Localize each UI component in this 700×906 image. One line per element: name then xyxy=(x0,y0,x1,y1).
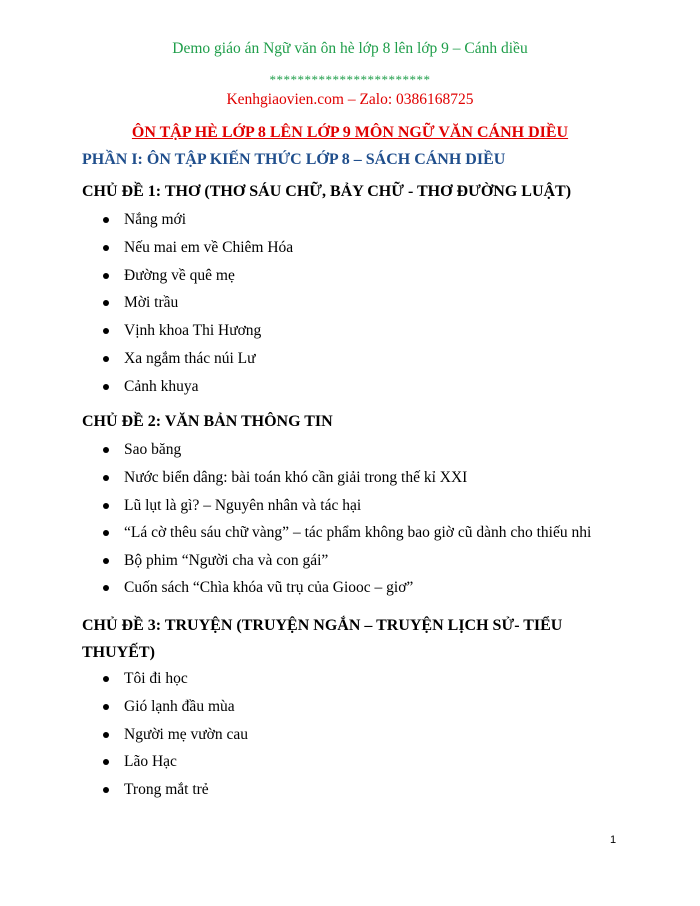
list-item-text: Cuốn sách “Chìa khóa vũ trụ của Giooc – giơ” xyxy=(124,579,414,596)
list-item xyxy=(103,781,209,799)
list-item-text: Nắng mới xyxy=(124,211,187,228)
bullet-icon xyxy=(103,787,109,793)
list-item-text: Người mẹ vườn cau xyxy=(124,726,249,743)
list-item xyxy=(103,322,261,340)
topic-3-title: CHỦ ĐỀ 3: TRUYỆN (TRUYỆN NGẮN – TRUYỆN LỊCH SỬ- TIỂU THUYẾT) xyxy=(82,617,563,661)
bullet-icon xyxy=(103,217,109,223)
bullet-icon xyxy=(103,759,109,765)
topic-2-title: CHỦ ĐỀ 2: VĂN BẢN THÔNG TIN xyxy=(82,413,333,430)
list-item xyxy=(103,698,235,716)
list-item-text: Mời trầu xyxy=(124,294,179,311)
list-item xyxy=(103,378,198,396)
bullet-icon xyxy=(103,704,109,710)
list-item-text: Nếu mai em về Chiêm Hóa xyxy=(124,239,294,256)
list-item xyxy=(103,350,256,368)
list-item xyxy=(103,239,293,257)
list-item xyxy=(103,726,248,744)
list-item-text: Lũ lụt là gì? – Nguyên nhân và tác hại xyxy=(124,497,362,514)
list-item-text: Sao băng xyxy=(124,441,182,458)
bullet-icon xyxy=(103,503,109,509)
list-item xyxy=(103,497,361,515)
header-title: Demo giáo án Ngữ văn ôn hè lớp 8 lên lớp 9 – Cánh diều xyxy=(172,40,528,57)
list-item-text: Đường về quê mẹ xyxy=(124,267,235,284)
list-item xyxy=(103,441,181,459)
list-item-text: Gió lạnh đầu mùa xyxy=(124,698,235,715)
list-item xyxy=(103,524,591,542)
list-item xyxy=(103,294,178,312)
list-item xyxy=(103,267,235,285)
topic-1-title: CHỦ ĐỀ 1: THƠ (THƠ SÁU CHỮ, BẢY CHỮ - THƠ ĐƯỜNG LUẬT) xyxy=(82,183,572,200)
list-item xyxy=(103,211,186,229)
list-item xyxy=(103,753,177,771)
main-title: ÔN TẬP HÈ LỚP 8 LÊN LỚP 9 MÔN NGỮ VĂN CÁNH DIỀU xyxy=(131,124,569,141)
header-site: Kenhgiaovien.com – Zalo: 0386168725 xyxy=(226,91,474,108)
list-item-text: Vịnh khoa Thi Hương xyxy=(124,322,262,339)
bullet-icon xyxy=(103,676,109,682)
list-item-text: Xa ngắm thác núi Lư xyxy=(124,350,256,367)
bullet-icon xyxy=(103,585,109,591)
list-item-text: Tôi đi học xyxy=(124,670,188,687)
list-item xyxy=(103,552,328,570)
bullet-icon xyxy=(103,530,109,536)
list-item-text: Bộ phim “Người cha và con gái” xyxy=(124,552,329,569)
bullet-icon xyxy=(103,273,109,279)
bullet-icon xyxy=(103,384,109,390)
list-item-text: Nước biển dâng: bài toán khó cần giải trong thế kỉ XXI xyxy=(124,469,468,486)
bullet-icon xyxy=(103,328,109,334)
bullet-icon xyxy=(103,300,109,306)
bullet-icon xyxy=(103,356,109,362)
bullet-icon xyxy=(103,558,109,564)
header-stars: *********************** xyxy=(269,72,431,87)
list-item xyxy=(103,670,188,688)
bullet-icon xyxy=(103,245,109,251)
page-number: 1 xyxy=(610,834,617,846)
bullet-icon xyxy=(103,732,109,738)
list-item xyxy=(103,579,413,597)
list-item-text: “Lá cờ thêu sáu chữ vàng” – tác phẩm không bao giờ cũ dành cho thiếu nhi xyxy=(124,524,592,541)
list-item-text: Lão Hạc xyxy=(124,753,177,770)
bullet-icon xyxy=(103,447,109,453)
list-item xyxy=(103,469,467,487)
list-item-text: Trong mắt trẻ xyxy=(124,781,209,798)
list-item-text: Cảnh khuya xyxy=(124,378,199,395)
bullet-icon xyxy=(103,475,109,481)
part-title: PHẦN I: ÔN TẬP KIẾN THỨC LỚP 8 – SÁCH CÁNH DIỀU xyxy=(82,151,506,168)
